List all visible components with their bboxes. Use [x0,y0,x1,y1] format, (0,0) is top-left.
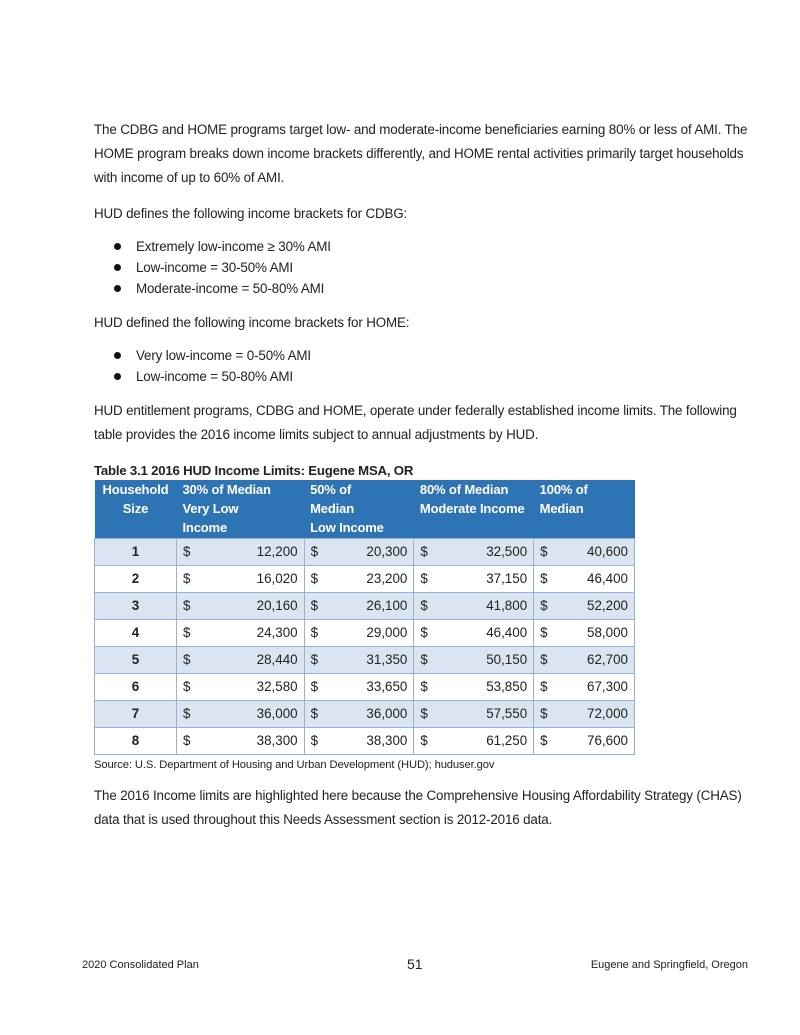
income-amount: 36,000 [366,706,408,721]
income-amount: 53,850 [486,679,528,694]
currency-symbol: $ [420,706,428,721]
header-line: Income [182,520,228,535]
income-amount: 38,300 [366,733,408,748]
income-amount: 46,400 [587,571,628,586]
currency-symbol: $ [310,652,319,667]
cell-income-pct30 [176,538,304,565]
cell-income-pct50 [304,619,414,646]
bullet-icon [114,285,121,292]
currency-symbol: $ [540,733,548,748]
bullet-icon [114,352,121,359]
currency-symbol: $ [182,733,191,748]
list-item [112,278,754,299]
income-amount: 40,600 [587,544,628,559]
cell-income-pct50 [304,673,414,700]
cell-income-pct30 [176,565,304,592]
header-line: Household [102,482,169,497]
table-header-row [95,480,635,538]
header-line: Very Low [182,501,239,516]
bullet-icon [114,264,121,271]
header-line: Size [122,501,149,516]
page-footer [82,956,748,976]
table-row [95,592,635,619]
income-amount: 38,300 [256,733,298,748]
cell-income-pct50 [304,538,414,565]
currency-symbol: $ [310,679,319,694]
income-amount: 41,800 [486,598,528,613]
bracket-label: Moderate-income = 50-80% AMI [136,281,325,296]
currency-symbol: $ [420,679,428,694]
table-row [95,619,635,646]
table-title: Table 3.1 2016 HUD Income Limits: Eugene MSA, OR [94,463,414,478]
cell-income-pct80 [414,538,534,565]
currency-symbol: $ [182,706,191,721]
cell-income-pct80 [414,592,534,619]
bracket-label: Very low-income = 0-50% AMI [136,348,311,363]
cell-income-pct100 [534,700,635,727]
header-100-percent [534,480,635,538]
currency-symbol: $ [182,625,191,640]
bullet-icon [114,243,121,250]
income-amount: 23,200 [366,571,408,586]
cdbg-brackets-heading: HUD defines the following income brackets for CDBG: [94,206,408,221]
table-row [95,727,635,754]
currency-symbol: $ [420,598,428,613]
table-body [95,538,635,754]
currency-symbol: $ [182,598,191,613]
list-item [112,345,754,366]
cell-income-pct100 [534,565,635,592]
currency-symbol: $ [310,625,319,640]
list-item [112,236,754,257]
header-line: 50% of [310,482,352,497]
bracket-label: Low-income = 50-80% AMI [136,369,293,384]
cell-household-size: 6 [95,673,177,700]
list-item [112,366,754,387]
header-household-size [95,480,177,538]
currency-symbol: $ [310,706,319,721]
cell-income-pct100 [534,538,635,565]
table-row [95,700,635,727]
cell-income-pct50 [304,727,414,754]
header-line: Median [310,501,355,516]
cell-income-pct100 [534,673,635,700]
header-80-percent [414,480,534,538]
header-line: 80% of Median [419,482,509,497]
header-line: Low Income [310,520,384,535]
table-row [95,646,635,673]
currency-symbol: $ [182,544,191,559]
table-row [95,565,635,592]
bracket-label: Low-income = 30-50% AMI [136,260,293,275]
cell-income-pct30 [176,619,304,646]
page-content [94,118,754,832]
income-amount: 67,300 [587,679,628,694]
currency-symbol: $ [310,544,319,559]
cell-income-pct80 [414,673,534,700]
cell-income-pct80 [414,700,534,727]
list-item [112,257,754,278]
currency-symbol: $ [182,679,191,694]
table-row [95,538,635,565]
cdbg-brackets-list [112,236,754,299]
currency-symbol: $ [420,544,428,559]
cell-household-size: 8 [95,727,177,754]
cell-income-pct100 [534,727,635,754]
income-amount: 46,400 [486,625,528,640]
income-amount: 58,000 [587,625,628,640]
header-30-percent [176,480,304,538]
income-amount: 37,150 [486,571,528,586]
header-50-percent [304,480,414,538]
income-amount: 20,300 [366,544,408,559]
cell-income-pct100 [534,619,635,646]
income-amount: 31,350 [366,652,408,667]
header-line: Median [539,501,584,516]
cell-household-size: 4 [95,619,177,646]
intro-paragraph: The CDBG and HOME programs target low- and moderate-income beneficiaries earning 80% or less of AMI. The HOME program breaks down income brackets differently, and HOME rental activities primarily target households with income of up to 60% of AMI. [94,122,748,185]
income-amount: 20,160 [256,598,298,613]
currency-symbol: $ [540,652,548,667]
currency-symbol: $ [182,652,191,667]
income-limits-paragraph: HUD entitlement programs, CDBG and HOME, operate under federally established income limits. The following table provides the 2016 income limits subject to annual adjustments by HUD. [94,403,737,442]
header-line: 100% of [539,482,588,497]
cell-income-pct100 [534,592,635,619]
cell-income-pct50 [304,565,414,592]
income-amount: 76,600 [587,733,628,748]
home-brackets-heading: HUD defined the following income brackets for HOME: [94,315,410,330]
cell-household-size: 5 [95,646,177,673]
cell-income-pct80 [414,727,534,754]
bracket-label: Extremely low-income ≥ 30% AMI [136,239,331,254]
currency-symbol: $ [540,544,548,559]
table-source-note: Source: U.S. Department of Housing and Urban Development (HUD); huduser.gov [94,758,495,771]
income-amount: 32,580 [256,679,298,694]
income-amount: 52,200 [587,598,628,613]
income-amount: 29,000 [366,625,408,640]
cell-income-pct80 [414,565,534,592]
cell-income-pct30 [176,673,304,700]
cell-income-pct30 [176,700,304,727]
income-amount: 50,150 [486,652,528,667]
currency-symbol: $ [182,571,191,586]
income-amount: 36,000 [256,706,298,721]
closing-paragraph: The 2016 Income limits are highlighted here because the Comprehensive Housing Affordability Strategy (CHAS) data that is used throughout this Needs Assessment section is 2012-2016 data. [94,787,742,827]
income-amount: 61,250 [486,733,528,748]
income-amount: 57,550 [486,706,528,721]
currency-symbol: $ [540,571,548,586]
income-amount: 33,650 [366,679,408,694]
income-limits-table [94,480,635,755]
income-amount: 32,500 [486,544,528,559]
cell-income-pct80 [414,619,534,646]
currency-symbol: $ [310,733,319,748]
income-amount: 72,000 [587,706,628,721]
currency-symbol: $ [420,733,428,748]
cell-income-pct50 [304,646,414,673]
cell-income-pct80 [414,646,534,673]
cell-household-size: 3 [95,592,177,619]
bullet-icon [114,373,121,380]
income-amount: 26,100 [366,598,408,613]
currency-symbol: $ [420,652,428,667]
cell-income-pct30 [176,727,304,754]
cell-income-pct30 [176,646,304,673]
table-row [95,673,635,700]
currency-symbol: $ [420,625,428,640]
currency-symbol: $ [540,679,548,694]
footer-jurisdiction: Eugene and Springfield, Oregon [590,959,748,971]
cell-household-size: 2 [95,565,177,592]
income-amount: 62,700 [587,652,628,667]
cell-income-pct50 [304,592,414,619]
home-brackets-list [112,345,754,387]
currency-symbol: $ [540,706,548,721]
currency-symbol: $ [540,625,548,640]
footer-document-title: 2020 Consolidated Plan [82,959,199,971]
currency-symbol: $ [540,598,548,613]
cell-household-size: 7 [95,700,177,727]
income-amount: 16,020 [256,571,298,586]
cell-income-pct50 [304,700,414,727]
income-amount: 28,440 [256,652,298,667]
currency-symbol: $ [420,571,428,586]
header-line: 30% of Median [182,482,271,497]
page-number: 51 [407,956,423,972]
cell-income-pct30 [176,592,304,619]
income-amount: 12,200 [256,544,298,559]
currency-symbol: $ [310,598,319,613]
income-amount: 24,300 [256,625,298,640]
cell-income-pct100 [534,646,635,673]
currency-symbol: $ [310,571,319,586]
cell-household-size: 1 [95,538,177,565]
header-line: Moderate Income [419,501,525,516]
